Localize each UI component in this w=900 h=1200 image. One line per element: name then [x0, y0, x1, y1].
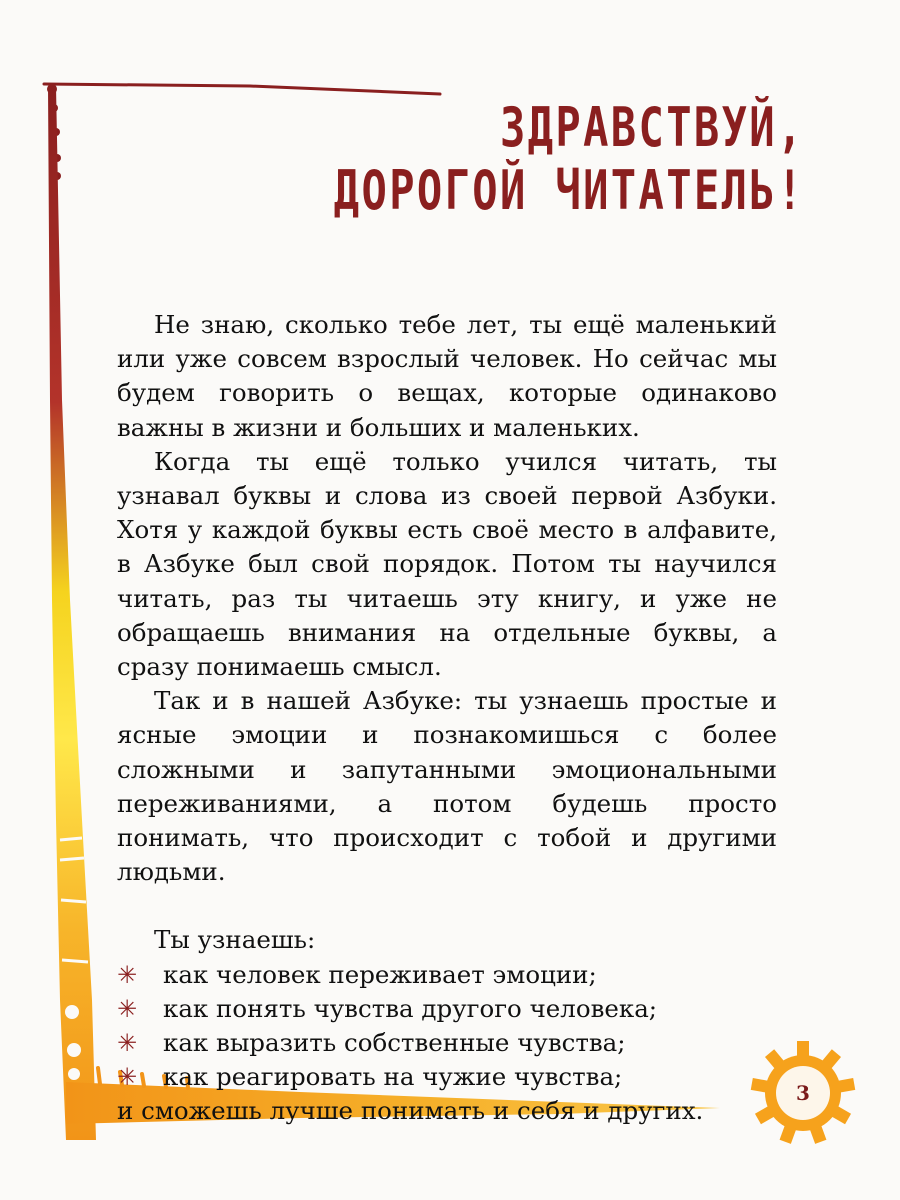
top-border-line [44, 84, 440, 94]
list-item-text: как понять чувства другого человека; [163, 993, 658, 1023]
body-text [117, 308, 777, 1129]
title-line-1: ЗДРАВСТВУЙ, [500, 96, 805, 159]
title-line-2: ДОРОГОЙ ЧИТАТЕЛЬ! [334, 158, 805, 222]
list-intro: Ты узнаешь: [154, 925, 316, 955]
list-item [117, 1060, 777, 1094]
paragraph-2: Когда ты ещё только учился читать, ты узнавал буквы и слова из своей первой Азбуки. Хотя у каждой буквы есть своё место в алфавите, в Азбуке был свой порядок. Потом ты научился читать, раз ты читаешь эту книгу, и уже не обращаешь внимания на отдельные буквы, а сразу понимаешь смысл. [117, 446, 777, 682]
list-item [117, 1026, 777, 1060]
list-item-text: как выразить собственные чувства; [163, 1028, 626, 1058]
asterisk-icon: ✳ [117, 1063, 138, 1092]
page-title [201, 96, 805, 222]
paragraph-3: Так и в нашей Азбуке: ты узнаешь простые и ясные эмоции и познакомишься с более сложными и запутанными эмоциональными переживаниями, а потом будешь просто понимать, что происходит с тобой и другими людьми. [117, 686, 777, 887]
asterisk-icon: ✳ [117, 994, 138, 1023]
left-border-stroke [48, 86, 96, 1140]
benefits-list [117, 958, 777, 1095]
paragraph-1: Не знаю, сколько тебе лет, ты ещё маленький или уже совсем взрослый человек. Но сейчас мы будем говорить о вещах, которые одинаково важны в жизни и больших и маленьких. [117, 310, 777, 442]
frame-hole [68, 1068, 80, 1080]
frame-hole [67, 1043, 81, 1057]
asterisk-icon: ✳ [117, 960, 138, 989]
asterisk-icon: ✳ [117, 1029, 138, 1058]
page-number: 3 [796, 1081, 810, 1105]
closing-line: и сможешь лучше понимать и себя и других. [117, 1096, 704, 1126]
frame-hole [65, 1005, 79, 1019]
list-item-text: как реагировать на чужие чувства; [163, 1062, 623, 1092]
list-item [117, 958, 777, 992]
list-item-text: как человек переживает эмоции; [163, 959, 597, 989]
list-item [117, 992, 777, 1026]
